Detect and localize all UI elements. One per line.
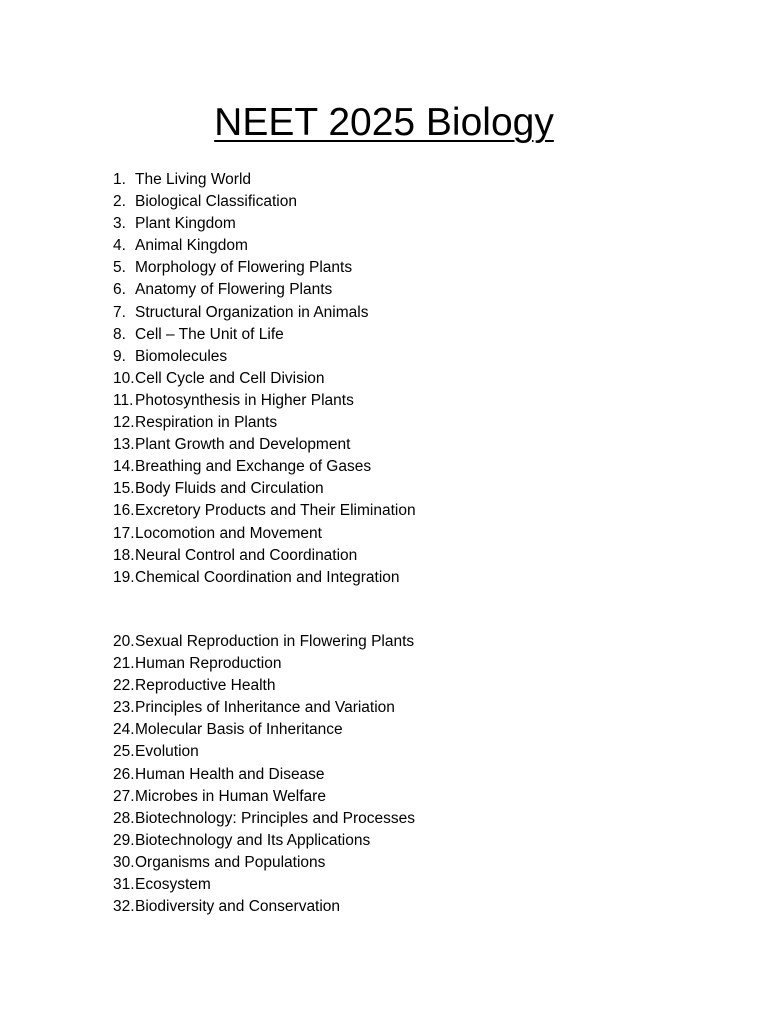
chapter-title: Animal Kingdom: [135, 237, 248, 255]
chapter-number: 15.: [113, 480, 135, 498]
chapter-item: [113, 852, 415, 874]
chapter-item: [113, 456, 416, 478]
chapter-item: [113, 786, 415, 808]
chapter-number: 16.: [113, 502, 135, 520]
chapter-title: Cell – The Unit of Life: [135, 325, 284, 343]
chapter-number: 7.: [113, 303, 126, 321]
chapter-number: 23.: [113, 699, 135, 717]
chapter-number: 9.: [113, 347, 126, 365]
chapter-item: [113, 764, 415, 786]
chapter-item: [113, 719, 415, 741]
chapter-number: 4.: [113, 237, 126, 255]
chapter-title: Respiration in Plants: [135, 414, 278, 432]
page-title: NEET 2025 Biology: [214, 101, 554, 144]
chapter-number: 18.: [113, 546, 135, 564]
chapter-item: [113, 324, 416, 346]
chapter-title: Neural Control and Coordination: [135, 546, 358, 564]
chapter-title: Biological Classification: [135, 193, 297, 211]
chapter-list-part-1: [113, 169, 416, 589]
chapter-item: [113, 302, 416, 324]
chapter-title: Breathing and Exchange of Gases: [135, 458, 372, 476]
chapter-item: [113, 235, 416, 257]
chapter-item: [113, 523, 416, 545]
chapter-title: Microbes in Human Welfare: [135, 787, 326, 805]
chapter-item: [113, 191, 416, 213]
chapter-title: Biomolecules: [135, 347, 228, 365]
chapter-title: Human Health and Disease: [135, 765, 325, 783]
chapter-title: Excretory Products and Their Elimination: [135, 502, 416, 520]
chapter-title: Sexual Reproduction in Flowering Plants: [135, 633, 415, 650]
chapter-number: 5.: [113, 259, 126, 277]
chapter-number: 1.: [113, 171, 126, 188]
chapter-title: Biotechnology and Its Applications: [135, 831, 371, 849]
chapter-number: 29.: [113, 831, 135, 849]
chapter-number: 10.: [113, 369, 135, 387]
chapter-item: [113, 213, 416, 235]
chapter-number: 32.: [113, 898, 135, 916]
chapter-number: 6.: [113, 281, 126, 299]
chapter-number: 13.: [113, 436, 135, 454]
chapter-item: [113, 390, 416, 412]
chapter-number: 31.: [113, 876, 135, 894]
chapter-title: Principles of Inheritance and Variation: [135, 699, 395, 717]
chapter-item: [113, 874, 415, 896]
chapter-title: Reproductive Health: [135, 677, 276, 695]
chapter-item: [113, 675, 415, 697]
chapter-item: [113, 478, 416, 500]
chapter-title: Chemical Coordination and Integration: [135, 568, 400, 586]
chapter-number: 3.: [113, 215, 126, 233]
chapter-number: 2.: [113, 193, 126, 211]
chapter-item: [113, 653, 415, 675]
chapter-title: Plant Kingdom: [135, 215, 236, 233]
chapter-title: Morphology of Flowering Plants: [135, 259, 353, 277]
chapter-title: Plant Growth and Development: [135, 436, 351, 454]
chapter-number: 20.: [113, 633, 135, 650]
chapter-item: [113, 631, 415, 653]
chapter-title: Locomotion and Movement: [135, 524, 322, 542]
chapter-number: 17.: [113, 524, 135, 542]
chapter-number: 8.: [113, 325, 126, 343]
chapter-title: The Living World: [135, 171, 252, 188]
chapter-item: [113, 500, 416, 522]
chapter-item: [113, 412, 416, 434]
chapter-number: 22.: [113, 677, 135, 695]
chapter-title: Human Reproduction: [135, 655, 282, 673]
chapter-number: 27.: [113, 787, 135, 805]
chapter-title: Ecosystem: [135, 876, 211, 894]
chapter-item: [113, 257, 416, 279]
chapter-item: [113, 808, 415, 830]
chapter-item: [113, 346, 416, 368]
chapter-number: 25.: [113, 743, 135, 761]
chapter-item: [113, 830, 415, 852]
chapter-title: Photosynthesis in Higher Plants: [135, 391, 354, 409]
chapter-list-part-2: [113, 631, 415, 918]
chapter-title: Biodiversity and Conservation: [135, 898, 341, 916]
chapter-title: Evolution: [135, 743, 199, 761]
chapter-item: [113, 741, 415, 763]
chapter-number: 24.: [113, 721, 135, 739]
chapter-item: [113, 567, 416, 589]
chapter-title: Molecular Basis of Inheritance: [135, 721, 343, 739]
chapter-title: Cell Cycle and Cell Division: [135, 369, 325, 387]
chapter-item: [113, 368, 416, 390]
chapter-number: 11.: [113, 391, 134, 409]
chapter-title: Biotechnology: Principles and Processes: [135, 809, 416, 827]
chapter-number: 19.: [113, 568, 135, 586]
chapter-item: [113, 434, 416, 456]
chapter-item: [113, 169, 416, 191]
chapter-title: Anatomy of Flowering Plants: [135, 281, 333, 299]
chapter-number: 14.: [113, 458, 135, 476]
chapter-item: [113, 896, 415, 918]
chapter-title: Organisms and Populations: [135, 853, 326, 871]
chapter-item: [113, 545, 416, 567]
chapter-number: 26.: [113, 765, 135, 783]
chapter-number: 21.: [113, 655, 135, 673]
chapter-number: 30.: [113, 853, 135, 871]
chapter-item: [113, 279, 416, 301]
chapter-item: [113, 697, 415, 719]
chapter-title: Body Fluids and Circulation: [135, 480, 324, 498]
chapter-number: 12.: [113, 414, 135, 432]
chapter-number: 28.: [113, 809, 135, 827]
chapter-title: Structural Organization in Animals: [135, 303, 369, 321]
